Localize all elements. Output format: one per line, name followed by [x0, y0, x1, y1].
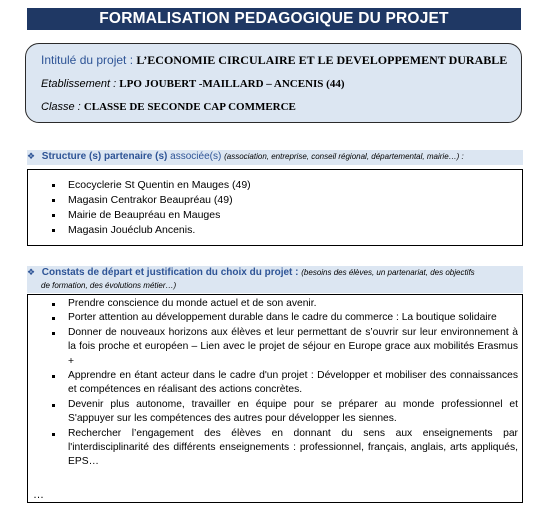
constats-box	[27, 294, 523, 503]
class-value: CLASSE DE SECONDE CAP COMMERCE	[83, 101, 296, 113]
list-item	[48, 223, 251, 238]
establishment-label: Etablissement :	[41, 78, 117, 90]
list-item-text: Ecocyclerie St Quentin en Mauges (49)	[68, 179, 251, 191]
class-line	[41, 101, 296, 113]
square-bullet-icon	[52, 214, 55, 217]
constats-section-note-continued: de formation, des évolutions métier…)	[41, 281, 177, 290]
square-bullet-icon	[52, 303, 55, 306]
list-item	[48, 297, 518, 311]
project-title-line	[41, 53, 507, 68]
list-item	[48, 398, 518, 427]
partners-section-title-suffix: associée(s)	[170, 151, 222, 162]
page-title: FORMALISATION PEDAGOGIQUE DU PROJET	[99, 10, 449, 27]
constats-list	[48, 297, 518, 470]
list-item	[48, 208, 251, 223]
list-item	[48, 311, 518, 325]
list-item-text: Magasin Centrakor Beaupréau (49)	[68, 194, 233, 206]
list-item-text: Porter attention au développement durable dans le cadre du commerce : La boutique solidaire	[68, 312, 497, 324]
constats-section-note: (besoins des élèves, un partenariat, des objectifs	[301, 268, 475, 277]
list-item-text: Devenir plus autonome, travailler en équipe pour se préparer au monde professionnel et S'appuyer sur les compétences des autres pour développer les siennes.	[68, 398, 518, 425]
square-bullet-icon	[52, 229, 55, 232]
square-bullet-icon	[52, 199, 55, 202]
project-title-label: Intitulé du projet :	[41, 53, 134, 67]
diamond-bullet-icon: ❖	[27, 151, 36, 161]
project-info-box	[25, 43, 522, 123]
list-item-text: Donner de nouveaux horizons aux élèves et leur permettant de s’ouvrir sur leur environnement à la fois proche et européen – Lien avec le projet de séjour en Europe grace aux mobilités Erasmus +	[68, 326, 518, 367]
square-bullet-icon	[52, 332, 55, 335]
page-title-banner	[27, 8, 521, 30]
list-item	[48, 427, 518, 470]
partners-box	[27, 169, 523, 246]
list-item-text: Prendre conscience du monde actuel et de son avenir.	[68, 298, 317, 309]
diamond-bullet-icon: ❖	[27, 267, 36, 277]
square-bullet-icon	[52, 184, 55, 187]
partners-list	[48, 178, 251, 238]
list-item	[48, 193, 251, 208]
continuation-ellipsis: …	[33, 489, 44, 501]
list-item-text: Mairie de Beaupréau en Mauges	[68, 209, 221, 221]
list-item	[48, 326, 518, 369]
list-item	[48, 369, 518, 398]
square-bullet-icon	[52, 433, 55, 436]
partners-section-title: Structure (s) partenaire (s)	[41, 151, 168, 162]
square-bullet-icon	[52, 375, 55, 378]
constats-section-title: Constats de départ et justification du choix du projet :	[41, 267, 299, 278]
list-item-text: Rechercher l’engagement des élèves en donnant du sens aux enseignements par l'interdisciplinarité des différents enseignements : professionnel, français, anglais, arts appliqués, EPS…	[68, 427, 518, 468]
list-item-text: Magasin Jouéclub Ancenis.	[68, 224, 196, 236]
list-item	[48, 178, 251, 193]
establishment-line	[41, 78, 345, 90]
list-item-text: Apprendre en étant acteur dans le cadre d'un projet : Développer et mobiliser des connaissances et compétences en réalisant des actions concrètes.	[68, 370, 518, 396]
partners-section-note: (association, entreprise, conseil régional, départemental, mairie…) :	[224, 152, 464, 161]
square-bullet-icon	[52, 317, 55, 320]
class-label: Classe :	[41, 101, 81, 113]
establishment-value: LPO JOUBERT -MAILLARD – ANCENIS (44)	[119, 78, 345, 90]
partners-section-header	[27, 150, 523, 165]
project-title-value: L’ECONOMIE CIRCULAIRE ET LE DEVELOPPEMENT DURABLE	[136, 53, 508, 67]
square-bullet-icon	[52, 404, 55, 407]
constats-section-header	[27, 266, 523, 293]
